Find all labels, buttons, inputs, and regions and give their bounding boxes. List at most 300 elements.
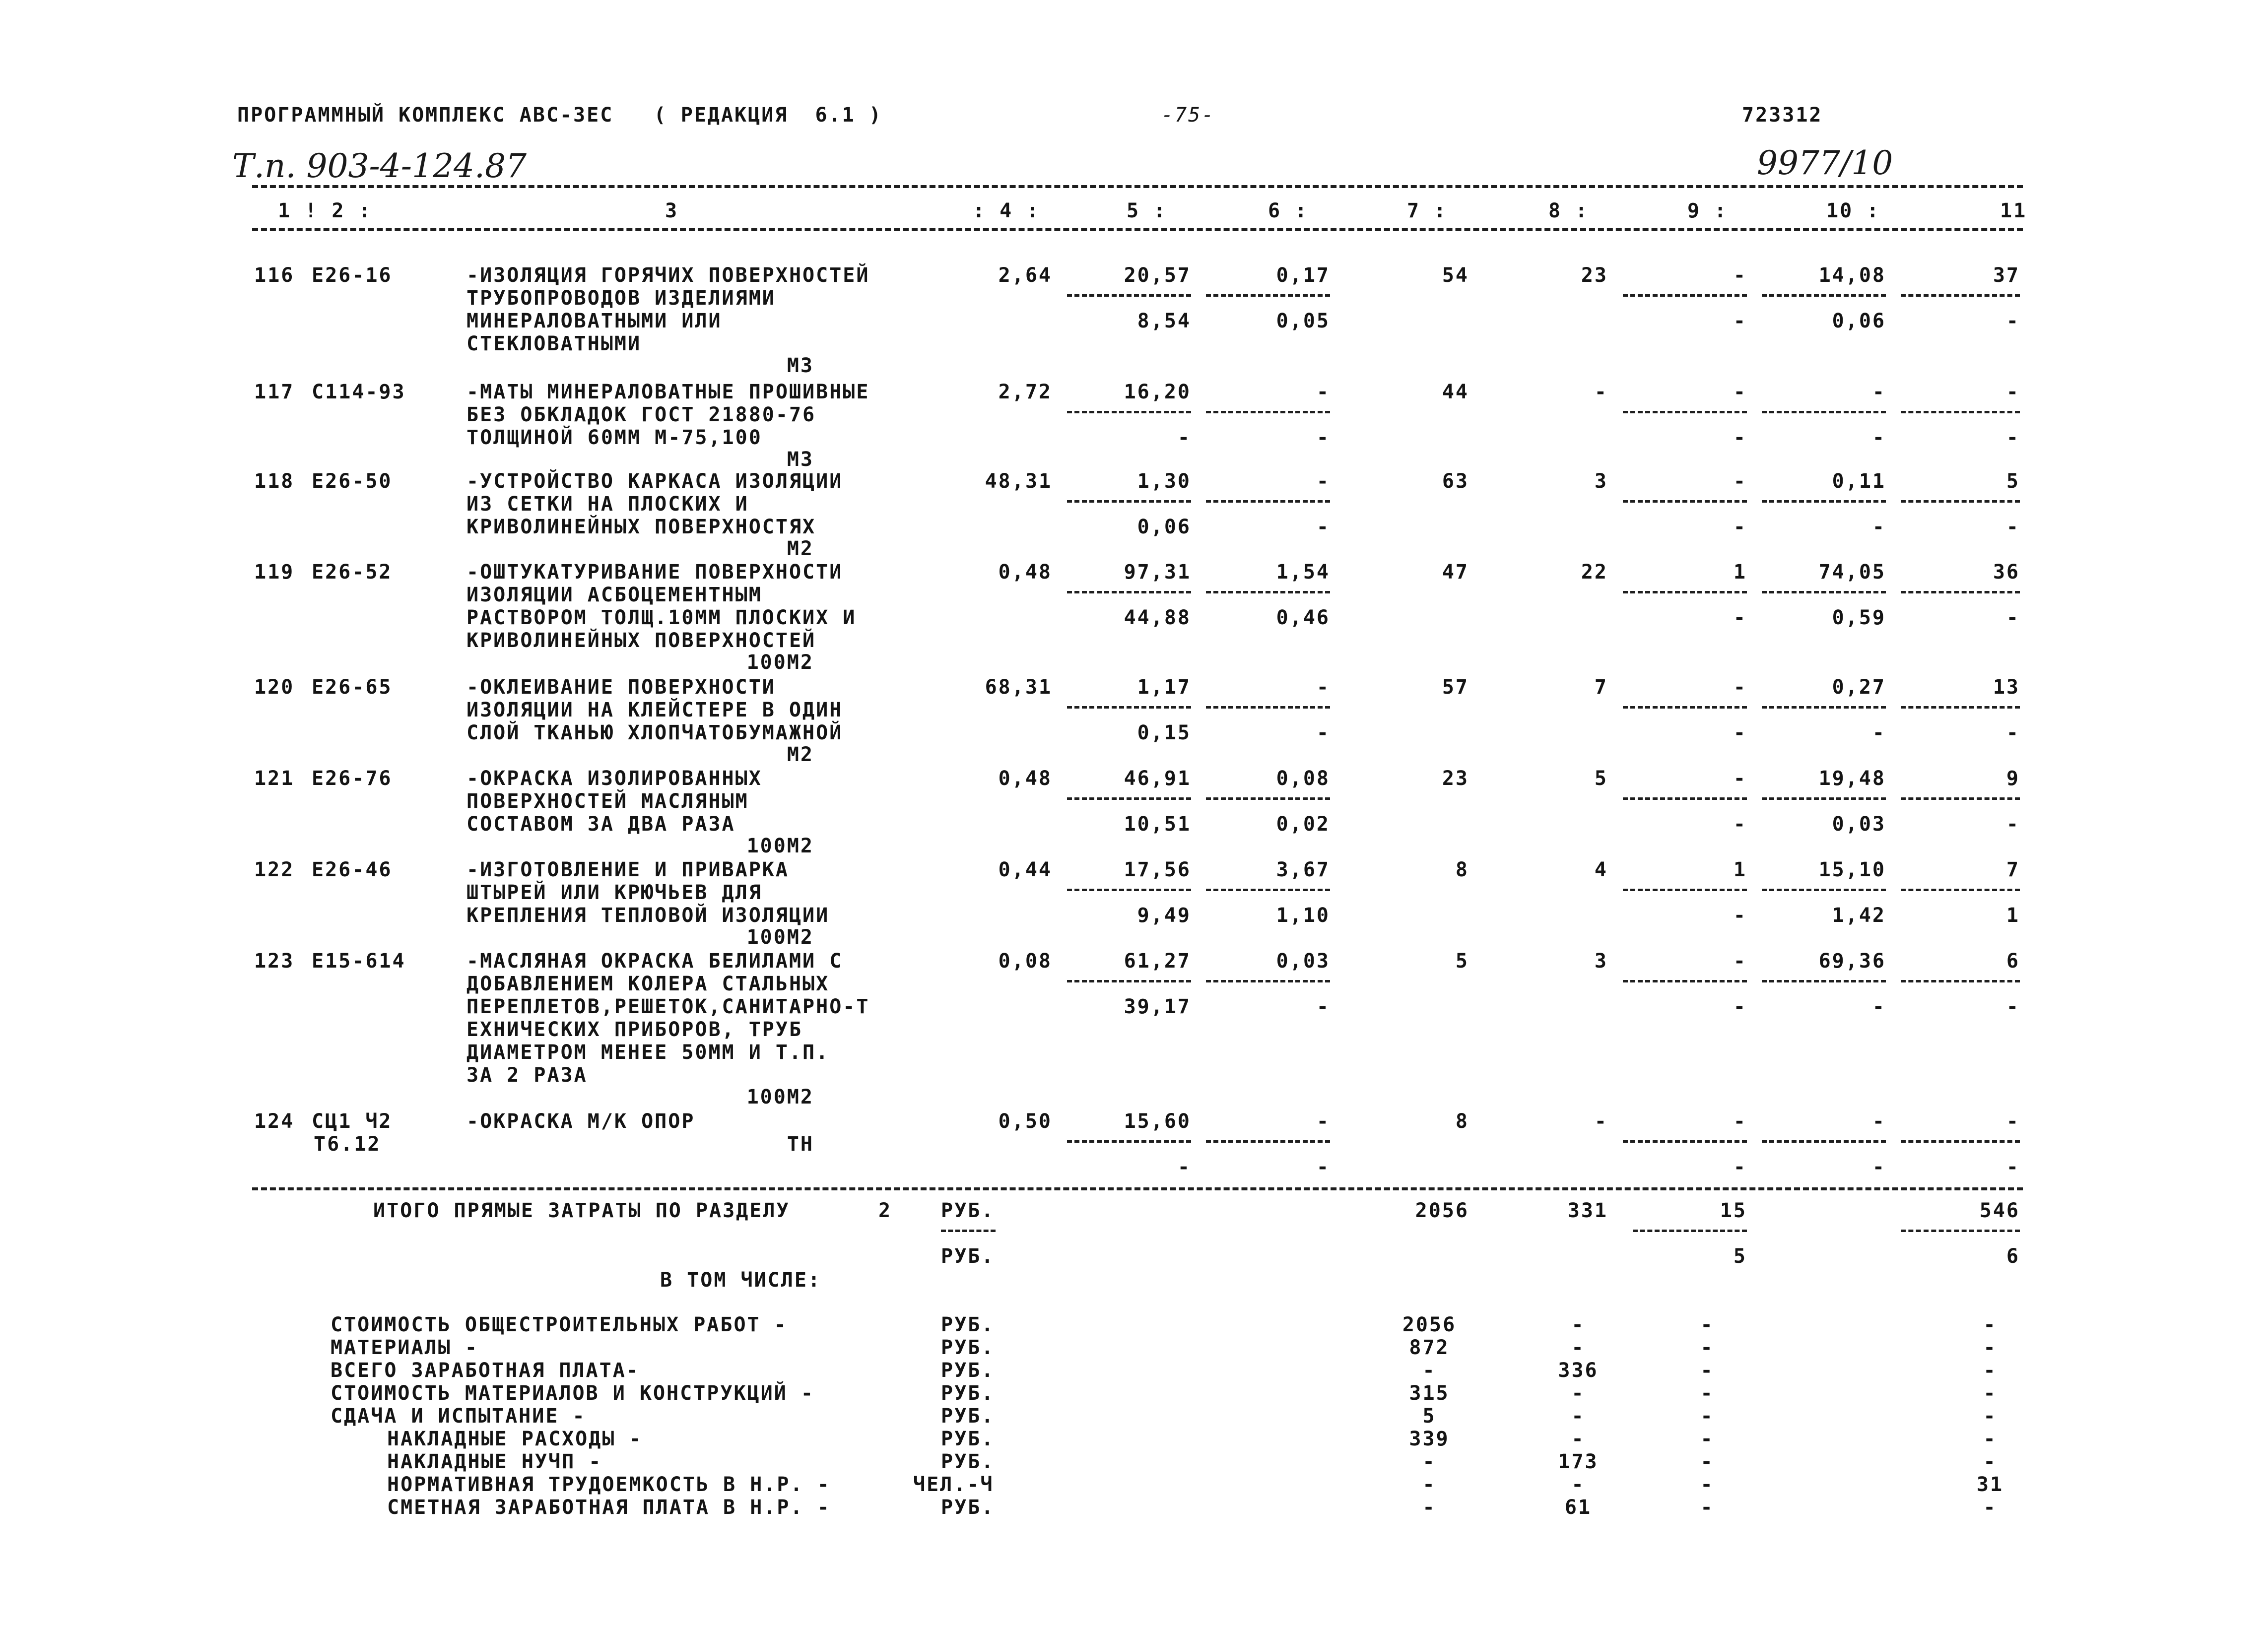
- totals-value-c9-2: 5: [1733, 1245, 1747, 1268]
- subtotal-separator: [1623, 1140, 1747, 1143]
- summary-unit: РУБ.: [941, 1336, 995, 1359]
- subtotal-separator: [1762, 411, 1886, 413]
- row-description-line: -ИЗГОТОВЛЕНИЕ И ПРИВАРКА: [467, 858, 789, 881]
- row-second-value-c5: 39,17: [1124, 995, 1191, 1018]
- summary-value-c7: -: [1422, 1496, 1436, 1519]
- subtotal-separator: [1067, 797, 1191, 800]
- row-code: Е26-46: [312, 858, 393, 881]
- row-number: 123: [254, 950, 295, 973]
- subtotal-separator: [1901, 1230, 2020, 1232]
- row-second-value-c9: -: [1733, 1156, 1747, 1178]
- summary-label: СТОИМОСТЬ ОБЩЕСТРОИТЕЛЬНЫХ РАБОТ -: [331, 1313, 788, 1336]
- summary-label: НАКЛАДНЫЕ РАСХОДЫ -: [387, 1428, 643, 1450]
- summary-label: ВСЕГО ЗАРАБОТНАЯ ПЛАТА-: [331, 1359, 640, 1382]
- row-value-c7: 44: [1442, 381, 1469, 403]
- row-value-c5: 16,20: [1124, 381, 1191, 403]
- subtotal-separator: [1067, 591, 1191, 593]
- subtotal-separator: [1067, 294, 1191, 297]
- row-value-c10: 19,48: [1818, 767, 1886, 790]
- row-second-value-c6: 1,10: [1276, 904, 1330, 927]
- row-code-2: Т6.12: [314, 1133, 381, 1156]
- subtotal-separator: [1762, 889, 1886, 891]
- including-heading: В ТОМ ЧИСЛЕ:: [660, 1269, 821, 1292]
- row-second-value-c5: -: [1177, 426, 1191, 449]
- row-description-line: -ИЗОЛЯЦИЯ ГОРЯЧИХ ПОВЕРХНОСТЕЙ: [467, 264, 870, 287]
- summary-value-c9: -: [1700, 1336, 1714, 1359]
- document-code: 723312: [1742, 104, 1823, 127]
- row-second-value-c9: -: [1733, 995, 1747, 1018]
- row-value-c11: 37: [1993, 264, 2020, 287]
- row-second-value-c11: -: [2006, 813, 2020, 836]
- row-code: С114-93: [312, 381, 406, 403]
- row-second-value-c9: -: [1733, 721, 1747, 744]
- row-value-c5: 97,31: [1124, 561, 1191, 584]
- summary-unit: РУБ.: [941, 1382, 995, 1405]
- row-value-c10: 69,36: [1818, 950, 1886, 973]
- row-value-c4: 0,44: [998, 858, 1052, 881]
- summary-unit: РУБ.: [941, 1428, 995, 1450]
- row-second-value-c5: 9,49: [1137, 904, 1191, 927]
- totals-unit-2: РУБ.: [941, 1245, 995, 1268]
- subtotal-separator: [1206, 294, 1330, 297]
- row-number: 117: [254, 381, 295, 403]
- summary-unit: РУБ.: [941, 1359, 995, 1382]
- row-value-c10: 0,11: [1832, 470, 1886, 493]
- row-value-c8: 3: [1594, 950, 1608, 973]
- row-unit: М2: [787, 537, 814, 560]
- row-second-value-c11: 1: [2006, 904, 2020, 927]
- summary-value-c11: -: [1983, 1450, 1997, 1473]
- row-second-value-c10: -: [1872, 426, 1886, 449]
- column-header-6: 7 :: [1407, 199, 1448, 222]
- row-value-c8: 3: [1594, 470, 1608, 493]
- row-second-value-c9: -: [1733, 426, 1747, 449]
- row-description-line: -МАТЫ МИНЕРАЛОВАТНЫЕ ПРОШИВНЫЕ: [467, 381, 870, 403]
- column-header-10: 11: [2000, 199, 2027, 222]
- column-header-9: 10 :: [1826, 199, 1880, 222]
- summary-value-c7: 315: [1409, 1382, 1450, 1405]
- row-description-line: ЗА 2 РАЗА: [467, 1064, 588, 1087]
- row-second-value-c11: -: [2006, 721, 2020, 744]
- subtotal-separator: [1762, 797, 1886, 800]
- row-second-value-c9: -: [1733, 310, 1747, 332]
- row-value-c6: -: [1316, 676, 1330, 699]
- summary-label: СДАЧА И ИСПЫТАНИЕ -: [331, 1405, 586, 1428]
- row-code: Е26-65: [312, 676, 393, 699]
- row-value-c7: 8: [1455, 1110, 1469, 1133]
- row-second-value-c6: -: [1316, 995, 1330, 1018]
- row-description-line: ЕХНИЧЕСКИХ ПРИБОРОВ, ТРУБ: [467, 1018, 803, 1041]
- row-code: Е26-76: [312, 767, 393, 790]
- row-description-line: ИЗОЛЯЦИИ АСБОЦЕМЕНТНЫМ: [467, 584, 762, 606]
- summary-value-c11: 31: [1976, 1473, 2004, 1496]
- row-second-value-c11: -: [2006, 1156, 2020, 1178]
- subtotal-separator: [1623, 889, 1747, 891]
- subtotal-separator: [1762, 591, 1886, 593]
- subtotal-separator: [1067, 500, 1191, 503]
- row-value-c9: -: [1733, 676, 1747, 699]
- subtotal-separator: [1901, 706, 2020, 709]
- row-value-c11: 13: [1993, 676, 2020, 699]
- row-value-c6: 0,03: [1276, 950, 1330, 973]
- summary-value-c11: -: [1983, 1359, 1997, 1382]
- summary-value-c9: -: [1700, 1382, 1714, 1405]
- row-value-c9: -: [1733, 950, 1747, 973]
- row-description-line: -УСТРОЙСТВО КАРКАСА ИЗОЛЯЦИИ: [467, 470, 843, 493]
- summary-value-c9: -: [1700, 1450, 1714, 1473]
- row-value-c7: 5: [1455, 950, 1469, 973]
- column-header-5: 6 :: [1268, 199, 1309, 222]
- row-description-line: КРЕПЛЕНИЯ ТЕПЛОВОЙ ИЗОЛЯЦИИ: [467, 904, 830, 927]
- row-value-c8: 5: [1594, 767, 1608, 790]
- column-header-7: 8 :: [1548, 199, 1589, 222]
- row-value-c11: 5: [2006, 470, 2020, 493]
- row-description-line: ИЗОЛЯЦИИ НА КЛЕЙСТЕРЕ В ОДИН: [467, 699, 843, 721]
- row-description-line: ПОВЕРХНОСТЕЙ МАСЛЯНЫМ: [467, 790, 749, 813]
- summary-value-c7: 2056: [1402, 1313, 1457, 1336]
- row-unit: 100М2: [746, 835, 814, 857]
- subtotal-separator: [1633, 1230, 1747, 1232]
- row-value-c4: 0,08: [998, 950, 1052, 973]
- summary-value-c11: -: [1983, 1313, 1997, 1336]
- row-value-c9: 1: [1733, 561, 1747, 584]
- subtotal-separator: [1901, 797, 2020, 800]
- row-value-c7: 47: [1442, 561, 1469, 584]
- summary-value-c11: -: [1983, 1496, 1997, 1519]
- row-description-line: ШТЫРЕЙ ИЛИ КРЮЧЬЕВ ДЛЯ: [467, 881, 762, 904]
- subtotal-separator: [1762, 500, 1886, 503]
- subtotal-separator: [1901, 889, 2020, 891]
- totals-rule: [252, 1187, 2023, 1190]
- subtotal-separator: [1623, 411, 1747, 413]
- summary-value-c7: 5: [1422, 1405, 1436, 1428]
- row-code: Е26-50: [312, 470, 393, 493]
- row-second-value-c10: 1,42: [1832, 904, 1886, 927]
- row-description-line: СТЕКЛОВАТНЫМИ: [467, 332, 642, 355]
- totals-value-c8: 331: [1567, 1199, 1608, 1222]
- row-description-line: -ОКРАСКА ИЗОЛИРОВАННЫХ: [467, 767, 762, 790]
- row-number: 121: [254, 767, 295, 790]
- column-header-4: 5 :: [1127, 199, 1167, 222]
- subtotal-separator: [1206, 797, 1330, 800]
- summary-value-c7: -: [1422, 1473, 1436, 1496]
- subtotal-separator: [1623, 591, 1747, 593]
- row-second-value-c6: 0,02: [1276, 813, 1330, 836]
- row-description-line: КРИВОЛИНЕЙНЫХ ПОВЕРХНОСТЕЙ: [467, 629, 816, 652]
- row-second-value-c9: -: [1733, 904, 1747, 927]
- summary-value-c8: -: [1571, 1428, 1585, 1450]
- row-value-c4: 0,50: [998, 1110, 1052, 1133]
- row-value-c5: 20,57: [1124, 264, 1191, 287]
- row-description-line: СЛОЙ ТКАНЬЮ ХЛОПЧАТОБУМАЖНОЙ: [467, 721, 843, 744]
- row-value-c11: -: [2006, 381, 2020, 403]
- sheet-number: 9977/10: [1757, 144, 1893, 182]
- row-description-line: ДОБАВЛЕНИЕМ КОЛЕРА СТАЛЬНЫХ: [467, 973, 830, 995]
- row-code: СЦ1 Ч2: [312, 1110, 393, 1133]
- row-unit: 100М2: [746, 1086, 814, 1108]
- totals-value-c11: 546: [1979, 1199, 2020, 1222]
- summary-label: МАТЕРИАЛЫ -: [331, 1336, 478, 1359]
- row-second-value-c11: -: [2006, 995, 2020, 1018]
- row-description-line: КРИВОЛИНЕЙНЫХ ПОВЕРХНОСТЯХ: [467, 516, 816, 538]
- subtotal-separator: [1623, 980, 1747, 982]
- row-value-c7: 63: [1442, 470, 1469, 493]
- totals-unit: РУБ.: [941, 1199, 995, 1222]
- row-value-c10: 0,27: [1832, 676, 1886, 699]
- row-value-c9: -: [1733, 264, 1747, 287]
- row-second-value-c9: -: [1733, 606, 1747, 629]
- subtotal-separator: [1901, 1140, 2020, 1143]
- header-rule-top: [252, 185, 2023, 188]
- subtotal-separator: [1901, 500, 2020, 503]
- summary-value-c8: 61: [1564, 1496, 1592, 1519]
- row-second-value-c10: 0,06: [1832, 310, 1886, 332]
- row-value-c9: -: [1733, 767, 1747, 790]
- row-value-c10: 74,05: [1818, 561, 1886, 584]
- summary-unit: РУБ.: [941, 1313, 995, 1336]
- summary-value-c9: -: [1700, 1473, 1714, 1496]
- subtotal-separator: [1623, 500, 1747, 503]
- summary-value-c8: -: [1571, 1382, 1585, 1405]
- row-value-c6: -: [1316, 1110, 1330, 1133]
- row-second-value-c11: -: [2006, 310, 2020, 332]
- row-second-value-c6: -: [1316, 426, 1330, 449]
- row-value-c10: 14,08: [1818, 264, 1886, 287]
- subtotal-separator: [1762, 980, 1886, 982]
- row-second-value-c5: 44,88: [1124, 606, 1191, 629]
- row-second-value-c5: -: [1177, 1156, 1191, 1178]
- row-value-c6: -: [1316, 381, 1330, 403]
- subtotal-separator: [1067, 411, 1191, 413]
- summary-unit: РУБ.: [941, 1496, 995, 1519]
- row-value-c11: 7: [2006, 858, 2020, 881]
- row-description-line: МИНЕРАЛОВАТНЫМИ ИЛИ: [467, 310, 722, 332]
- project-number: Т.п. 903-4-124.87: [232, 147, 527, 185]
- row-value-c6: 0,08: [1276, 767, 1330, 790]
- row-value-c8: 7: [1594, 676, 1608, 699]
- row-value-c4: 2,72: [998, 381, 1052, 403]
- subtotal-separator: [1067, 706, 1191, 709]
- row-code: Е26-52: [312, 561, 393, 584]
- subtotal-separator: [1206, 889, 1330, 891]
- row-second-value-c5: 0,15: [1137, 721, 1191, 744]
- row-value-c9: -: [1733, 381, 1747, 403]
- header-rule-bottom: [252, 228, 2023, 231]
- program-title: ПРОГРАММНЫЙ КОМПЛЕКС АВС-3ЕС ( РЕДАКЦИЯ 6.1 ): [237, 104, 882, 127]
- row-second-value-c6: -: [1316, 516, 1330, 538]
- row-number: 119: [254, 561, 295, 584]
- row-value-c7: 54: [1442, 264, 1469, 287]
- row-value-c4: 0,48: [998, 561, 1052, 584]
- row-value-c10: 15,10: [1818, 858, 1886, 881]
- subtotal-separator: [1901, 411, 2020, 413]
- summary-value-c9: -: [1700, 1496, 1714, 1519]
- subtotal-separator: [1206, 500, 1330, 503]
- row-description-line: ТОЛЩИНОЙ 60ММ М-75,100: [467, 426, 762, 449]
- subtotal-separator: [1067, 1140, 1191, 1143]
- row-second-value-c10: -: [1872, 995, 1886, 1018]
- row-second-value-c9: -: [1733, 516, 1747, 538]
- summary-unit: ЧЕЛ.-Ч: [913, 1473, 994, 1496]
- row-second-value-c10: -: [1872, 721, 1886, 744]
- row-value-c4: 0,48: [998, 767, 1052, 790]
- row-description-line: СОСТАВОМ ЗА ДВА РАЗА: [467, 813, 735, 836]
- row-code: Е26-16: [312, 264, 393, 287]
- row-number: 118: [254, 470, 295, 493]
- summary-unit: РУБ.: [941, 1450, 995, 1473]
- row-value-c6: -: [1316, 470, 1330, 493]
- summary-value-c7: -: [1422, 1450, 1436, 1473]
- summary-value-c7: 339: [1409, 1428, 1450, 1450]
- row-number: 122: [254, 858, 295, 881]
- subtotal-separator: [1762, 294, 1886, 297]
- summary-value-c7: -: [1422, 1359, 1436, 1382]
- summary-label: СТОИМОСТЬ МАТЕРИАЛОВ И КОНСТРУКЦИЙ -: [331, 1382, 814, 1405]
- summary-value-c8: -: [1571, 1313, 1585, 1336]
- row-code: Е15-614: [312, 950, 406, 973]
- row-description-line: РАСТВОРОМ ТОЛЩ.10ММ ПЛОСКИХ И: [467, 606, 857, 629]
- subtotal-separator: [1206, 706, 1330, 709]
- row-value-c5: 1,17: [1137, 676, 1191, 699]
- row-value-c9: -: [1733, 1110, 1747, 1133]
- summary-label: СМЕТНАЯ ЗАРАБОТНАЯ ПЛАТА В Н.Р. -: [387, 1496, 831, 1519]
- subtotal-separator: [1067, 980, 1191, 982]
- summary-value-c11: -: [1983, 1382, 1997, 1405]
- summary-value-c7: 872: [1409, 1336, 1450, 1359]
- summary-value-c9: -: [1700, 1359, 1714, 1382]
- totals-section: 2: [878, 1199, 892, 1222]
- row-value-c10: -: [1872, 1110, 1886, 1133]
- column-header-1: 1 ! 2 :: [278, 199, 372, 222]
- row-second-value-c10: 0,03: [1832, 813, 1886, 836]
- totals-label: ИТОГО ПРЯМЫЕ ЗАТРАТЫ ПО РАЗДЕЛУ: [373, 1199, 790, 1222]
- row-second-value-c10: 0,59: [1832, 606, 1886, 629]
- summary-label: НОРМАТИВНАЯ ТРУДОЕМКОСТЬ В Н.Р. -: [387, 1473, 831, 1496]
- column-header-3: : 4 :: [973, 199, 1040, 222]
- row-second-value-c6: -: [1316, 721, 1330, 744]
- summary-value-c8: 336: [1558, 1359, 1599, 1382]
- row-second-value-c6: -: [1316, 1156, 1330, 1178]
- subtotal-separator: [1901, 294, 2020, 297]
- row-value-c10: -: [1872, 381, 1886, 403]
- column-header-8: 9 :: [1687, 199, 1728, 222]
- row-description-line: ПЕРЕПЛЕТОВ,РЕШЕТОК,САНИТАРНО-Т: [467, 995, 870, 1018]
- subtotal-separator: [1623, 797, 1747, 800]
- row-value-c11: -: [2006, 1110, 2020, 1133]
- row-value-c8: 23: [1581, 264, 1608, 287]
- row-description-line: ИЗ СЕТКИ НА ПЛОСКИХ И: [467, 493, 749, 516]
- row-value-c8: -: [1594, 1110, 1608, 1133]
- row-value-c11: 6: [2006, 950, 2020, 973]
- column-header-2: 3: [665, 199, 679, 222]
- row-value-c5: 17,56: [1124, 858, 1191, 881]
- totals-value-c7: 2056: [1415, 1199, 1469, 1222]
- row-value-c6: 0,17: [1276, 264, 1330, 287]
- row-value-c8: -: [1594, 381, 1608, 403]
- summary-unit: РУБ.: [941, 1405, 995, 1428]
- row-value-c6: 1,54: [1276, 561, 1330, 584]
- subtotal-separator: [1067, 889, 1191, 891]
- subtotal-separator: [1206, 411, 1330, 413]
- row-unit: ТН: [787, 1133, 814, 1156]
- row-value-c9: -: [1733, 470, 1747, 493]
- summary-value-c9: -: [1700, 1428, 1714, 1450]
- row-second-value-c9: -: [1733, 813, 1747, 836]
- row-number: 116: [254, 264, 295, 287]
- subtotal-separator: [1762, 706, 1886, 709]
- subtotal-separator: [1623, 706, 1747, 709]
- row-value-c8: 22: [1581, 561, 1608, 584]
- row-value-c5: 15,60: [1124, 1110, 1191, 1133]
- row-unit: М3: [787, 354, 814, 377]
- row-description-line: -ОКЛЕИВАНИЕ ПОВЕРХНОСТИ: [467, 676, 776, 699]
- row-number: 124: [254, 1110, 295, 1133]
- row-value-c4: 2,64: [998, 264, 1052, 287]
- row-unit: М3: [787, 448, 814, 471]
- summary-value-c9: -: [1700, 1313, 1714, 1336]
- row-value-c7: 8: [1455, 858, 1469, 881]
- row-value-c5: 1,30: [1137, 470, 1191, 493]
- subtotal-separator: [1901, 980, 2020, 982]
- row-unit: М2: [787, 743, 814, 766]
- subtotal-separator: [1901, 591, 2020, 593]
- row-value-c5: 61,27: [1124, 950, 1191, 973]
- row-value-c4: 68,31: [985, 676, 1052, 699]
- row-value-c9: 1: [1733, 858, 1747, 881]
- subtotal-separator: [1762, 1140, 1886, 1143]
- summary-value-c11: -: [1983, 1336, 1997, 1359]
- row-second-value-c6: 0,46: [1276, 606, 1330, 629]
- row-description-line: -ОКРАСКА М/К ОПОР: [467, 1110, 695, 1133]
- summary-value-c8: -: [1571, 1336, 1585, 1359]
- subtotal-separator: [1206, 591, 1330, 593]
- summary-value-c11: -: [1983, 1405, 1997, 1428]
- row-second-value-c5: 10,51: [1124, 813, 1191, 836]
- summary-value-c9: -: [1700, 1405, 1714, 1428]
- totals-value-c9: 15: [1720, 1199, 1747, 1222]
- row-unit: 100М2: [746, 926, 814, 949]
- row-value-c5: 46,91: [1124, 767, 1191, 790]
- row-second-value-c10: -: [1872, 1156, 1886, 1178]
- totals-value-c11-2: 6: [2006, 1245, 2020, 1268]
- summary-label: НАКЛАДНЫЕ НУЧП -: [387, 1450, 602, 1473]
- row-description-line: -ОШТУКАТУРИВАНИЕ ПОВЕРХНОСТИ: [467, 561, 843, 584]
- row-value-c7: 57: [1442, 676, 1469, 699]
- subtotal-separator: [1206, 1140, 1330, 1143]
- row-number: 120: [254, 676, 295, 699]
- page-number: -75-: [1161, 104, 1215, 127]
- summary-value-c8: -: [1571, 1473, 1585, 1496]
- row-second-value-c10: -: [1872, 516, 1886, 538]
- row-value-c11: 9: [2006, 767, 2020, 790]
- subtotal-separator: [941, 1230, 996, 1232]
- subtotal-separator: [1623, 294, 1747, 297]
- subtotal-separator: [1206, 980, 1330, 982]
- row-second-value-c11: -: [2006, 426, 2020, 449]
- row-second-value-c5: 0,06: [1137, 516, 1191, 538]
- row-description-line: ТРУБОПРОВОДОВ ИЗДЕЛИЯМИ: [467, 287, 776, 310]
- row-description-line: ДИАМЕТРОМ МЕНЕЕ 50ММ И Т.П.: [467, 1041, 830, 1064]
- row-second-value-c5: 8,54: [1137, 310, 1191, 332]
- summary-value-c8: 173: [1558, 1450, 1599, 1473]
- summary-value-c11: -: [1983, 1428, 1997, 1450]
- summary-value-c8: -: [1571, 1405, 1585, 1428]
- row-second-value-c6: 0,05: [1276, 310, 1330, 332]
- row-description-line: БЕЗ ОБКЛАДОК ГОСТ 21880-76: [467, 403, 816, 426]
- row-value-c11: 36: [1993, 561, 2020, 584]
- row-value-c7: 23: [1442, 767, 1469, 790]
- row-value-c4: 48,31: [985, 470, 1052, 493]
